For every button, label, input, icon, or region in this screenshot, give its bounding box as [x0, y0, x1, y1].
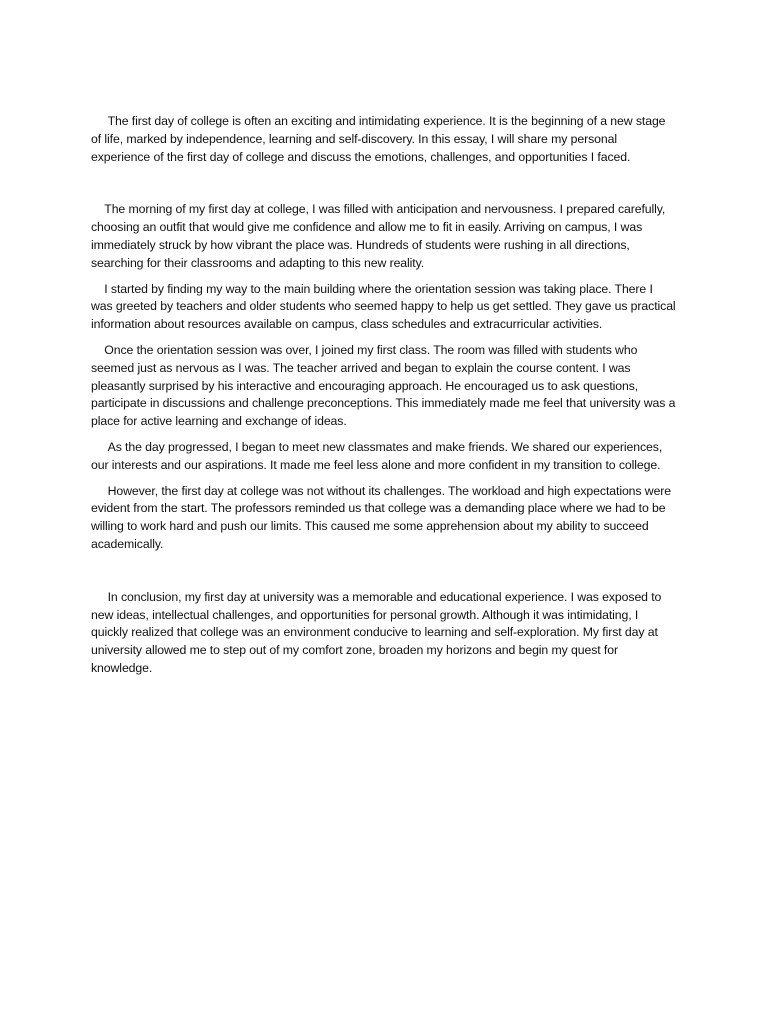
paragraph-orientation: I started by finding my way to the main building where the orientation session was taking place. There I was greeted by teachers and older students who seemed happy to help us get settled. They gave us practical information about resources available on campus, class schedules and extracurricular activities. [91, 281, 679, 332]
paragraph-spacer [91, 431, 677, 439]
paragraph-spacer [91, 166, 677, 201]
paragraph-spacer [91, 554, 677, 589]
paragraph-classmates: As the day progressed, I began to meet new classmates and make friends. We shared our experiences, our interests and our aspirations. It made me feel less alone and more confident in my transition to college. [91, 439, 666, 472]
paragraph-conclusion: In conclusion, my first day at university was a memorable and educational experience. I was exposed to new ideas, intellectual challenges, and opportunities for personal growth. Although it was intimidating, I quickly realized that college was an environment conducive to learning and self-exploration. My first day at university allowed me to step out of my comfort zone, broaden my horizons and begin my quest for knowledge. [91, 589, 665, 675]
paragraph-spacer [91, 273, 677, 281]
paragraph-challenges: However, the first day at college was not without its challenges. The workload and high expectations were evident from the start. The professors reminded us that college was a demanding place where we had to be willing to work hard and push our limits. This caused me some apprehension about my ability to succeed academically. [91, 483, 675, 551]
essay-body [91, 113, 677, 678]
paragraph-morning: The morning of my first day at college, I was filled with anticipation and nervousness. I prepared carefully, choosing an outfit that would give me confidence and allow me to fit in easily. Arriving on campus, I was immediately struck by how vibrant the place was. Hundreds of students were rushing in all directions, searching for their classrooms and adapting to this new reality. [91, 202, 669, 270]
paragraph-spacer [91, 334, 677, 342]
paragraph-introduction: The first day of college is often an exciting and intimidating experience. It is the beginning of a new stage of life, marked by independence, learning and self-discovery. In this essay, I will share my personal experience of the first day of college and discuss the emotions, challenges, and opportunities I faced. [91, 114, 669, 164]
paragraph-spacer [91, 475, 677, 483]
paragraph-first-class: Once the orientation session was over, I joined my first class. The room was filled with students who seemed just as nervous as I was. The teacher arrived and began to explain the course content. I was pleasantly surprised by his interactive and encouraging approach. He encouraged us to ask questions, participate in discussions and challenge preconceptions. This immediately made me feel that university was a place for active learning and exchange of ideas. [91, 342, 679, 429]
